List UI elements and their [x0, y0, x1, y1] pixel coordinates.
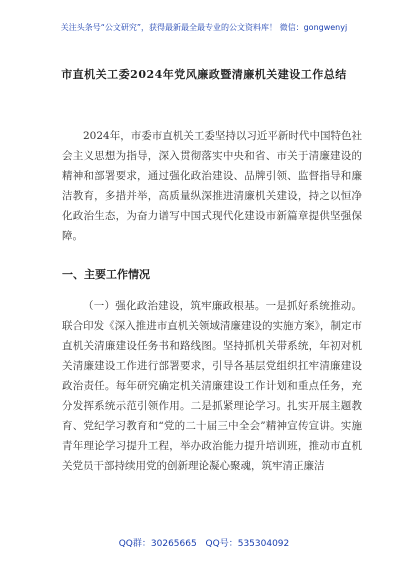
section-paragraph: （一）强化政治建设，筑牢廉政根基。一是抓好系统推动。联合印发《深入推进市直机关领域清廉建设的实施方案》，制定市直机关清廉建设任务书和路线图。坚持抓机关带系统，年初对机关清廉建设工作进行部署要求，引导各基层党组织扛牢清廉建设政治责任。每年研究确定机关清廉建设工作计划和重点任务，充分发挥系统示范引领作用。二是抓紧理论学习。扎实开展主题教育、党纪学习教育和“党的二十届三中全会”精神宣传宣讲。实施青年理论学习提升工程，举办政治能力提升培训班，推动市直机关党员干部持续用党的创新理论凝心聚魂，筑牢清正廉洁: [62, 300, 362, 472]
header-banner: 关注头条号“公文研究”，获得最新最全最专业的公文资料库！ 微信：gongwenyj: [60, 23, 348, 32]
document-title: 市直机关工委2024年党风廉政暨清廉机关建设工作总结: [61, 68, 347, 81]
footer-contact: QQ群：30265665 QQ号：535304092: [118, 539, 290, 549]
intro-paragraph: 2024年，市委市直机关工委坚持以习近平新时代中国特色社会主义思想为指导，深入贯彻落实中央和省、市关于清廉建设的精神和部署要求，通过强化政治建设、品牌引领、监督指导和廉洁教育，多措并举，高质量纵深推进清廉机关建设，持之以恒净化政治生态，为奋力谱写中国式现代化建设市新篇章提供坚强保障。: [62, 130, 362, 242]
section-heading: 一、主要工作情况: [62, 268, 150, 281]
